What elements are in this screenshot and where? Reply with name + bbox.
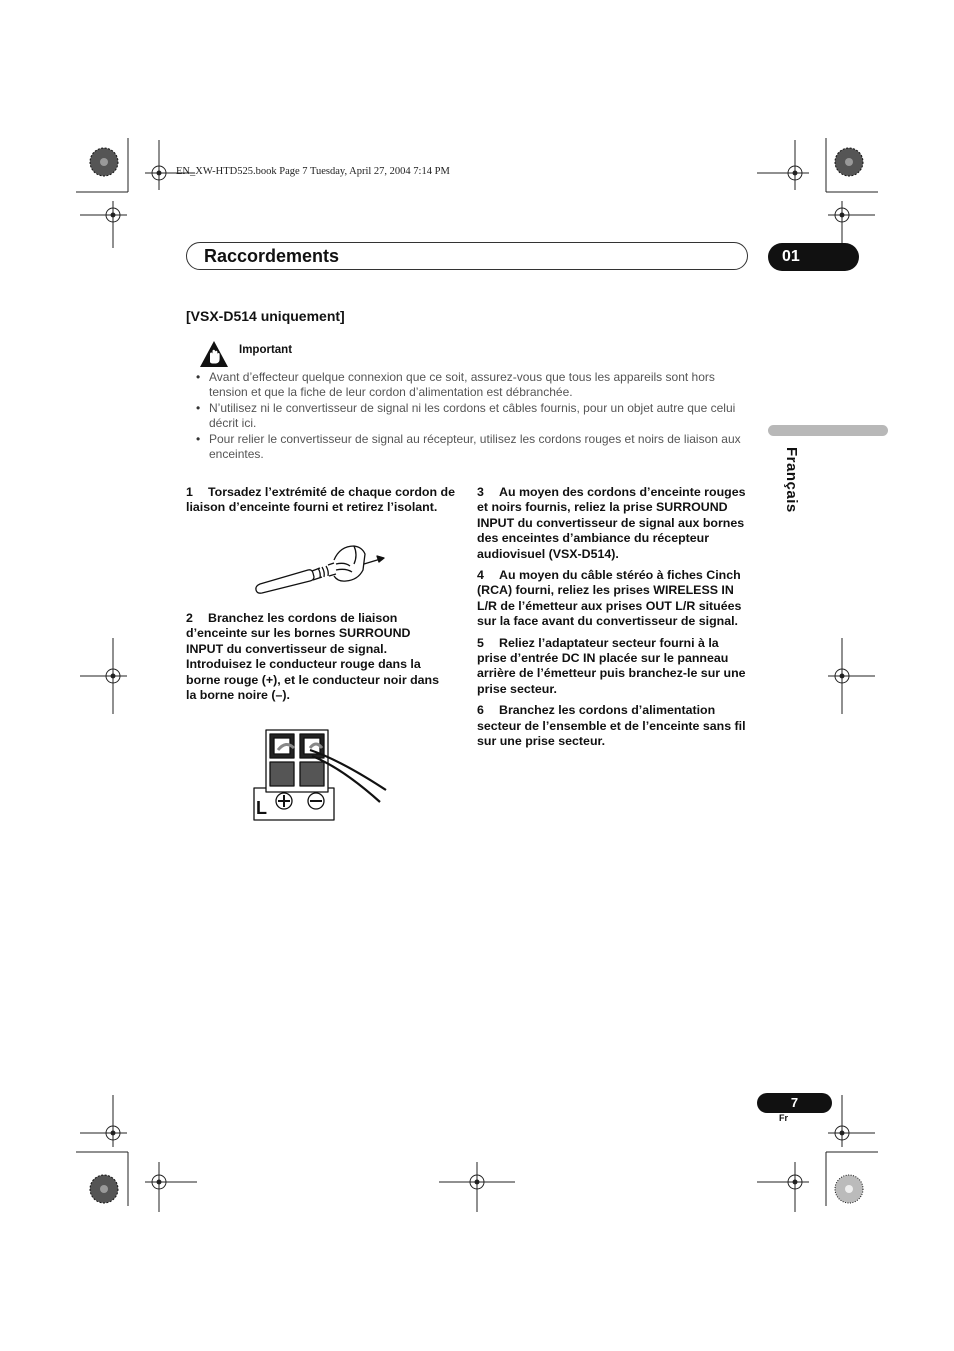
warning-hand-icon — [199, 340, 229, 368]
step-2: 2 Branchez les cordons de liaison d’enceinte sur les bornes SURROUND INPUT du convertisseur de signal. Introduisez le conducteur rouge dans la borne rouge (+), et le conducteur noir dans la borne noire (–). — [186, 611, 440, 703]
step-4: 4 Au moyen du câble stéréo à fiches Cinch (RCA) fourni, reliez les prises WIRELESS IN L/R de l’émetteur aux prises OUT L/R situées sur la face avant du convertisseur de signal. — [477, 568, 742, 629]
list-item: • Pour relier le convertisseur de signal au récepteur, utilisez les cordons rouges et noirs de liaison aux enceintes. — [196, 432, 748, 463]
chapter-title: Raccordements — [204, 246, 340, 266]
file-info-line: EN_XW-HTD525.book Page 7 Tuesday, April 27, 2004 7:14 PM — [176, 166, 450, 177]
step-5: 5 Reliez l’adaptateur secteur fourni à la prise d’entrée DC IN placée sur le panneau arrière de l’émetteur puis branchez-le sur une prise secteur. — [477, 635, 746, 696]
left-column-step-2 — [186, 611, 448, 709]
section-heading: [VSX-D514 uniquement] — [186, 308, 345, 324]
language-tab-bar — [768, 425, 888, 436]
chapter-number: 01 — [768, 243, 859, 271]
language-tab-label: Français — [783, 447, 800, 513]
step-3: 3 Au moyen des cordons d’enceinte rouges et noirs fournis, reliez la prise SURROUND INPUT du convertisseur de signal aux bornes des enceintes d’ambiance du récepteur audiovisuel (VSX-D514). — [477, 485, 746, 561]
page-language-code: Fr — [779, 1113, 788, 1123]
list-item: • Avant d’effecteur quelque connexion que ce soit, assurez-vous que tous les appareils sont hors tension et que la fiche de leur cordon d’alimentation est débranchée. — [196, 370, 748, 401]
important-label: Important — [239, 344, 293, 356]
twisted-wire-illustration — [250, 540, 390, 602]
terminal-label: L — [256, 798, 267, 818]
important-bullet-list — [196, 370, 748, 462]
list-item: • N’utilisez ni le convertisseur de signal ni les cordons et câbles fournis, pour un objet autre que celui décrit ici. — [196, 401, 748, 432]
page-number: 7 — [757, 1093, 832, 1113]
left-column-step-1 — [186, 485, 458, 522]
step-6: 6 Branchez les cordons d’alimentation secteur de l’ensemble et de l’enceinte sans fil sur une prise secteur. — [477, 703, 746, 749]
speaker-terminal-illustration — [250, 720, 390, 822]
step-1: 1 Torsadez l’extrémité de chaque cordon de liaison d’enceinte fourni et retirez l’isolant. — [186, 485, 455, 515]
right-column-steps — [477, 485, 749, 756]
